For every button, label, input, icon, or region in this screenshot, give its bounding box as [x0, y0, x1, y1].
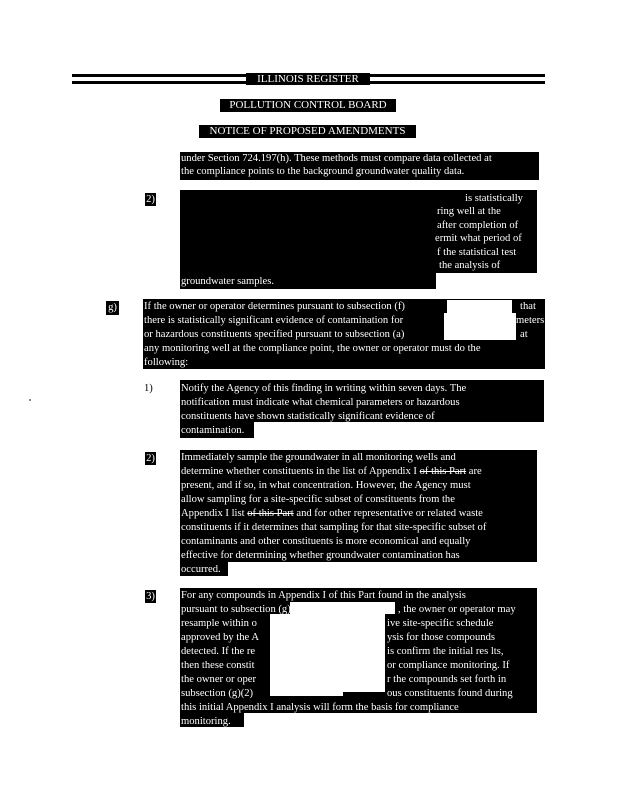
item-2-frag-4: ermit what period of — [435, 233, 522, 244]
item-2-frag-6: the analysis of — [439, 260, 501, 271]
section-g-frag-meters: meters — [516, 315, 545, 326]
item-1-line-1: Notify the Agency of this finding in writing within seven days. The — [181, 383, 467, 394]
register-title: ILLINOIS REGISTER — [246, 73, 370, 85]
item-3-line-4: approved by the A — [181, 632, 259, 643]
item-2b-line-5-strike: of this Part — [247, 508, 294, 519]
item-3-right-4: is confirm the initial res lts, — [387, 646, 504, 657]
item-1-marker: 1) — [144, 383, 153, 394]
item-2b-line-5-post: and for other representative or related waste — [293, 508, 483, 519]
item-3-marker: 3) — [146, 591, 155, 602]
intro-line-2: the compliance points to the background groundwater quality data. — [181, 166, 465, 177]
item-3-line-5: detected. If the re — [181, 646, 256, 657]
item-2b-line-8: effective for determining whether groundwater contamination has — [181, 550, 460, 561]
item-3-right-6: r the compounds set forth in — [387, 674, 507, 685]
item-3-line-10: monitoring. — [181, 716, 231, 727]
item-1-line-4: contamination. — [181, 425, 245, 436]
item-2-frag-1: is statistically — [465, 193, 523, 204]
item-3-line-2: pursuant to subsection (g)(2) — [181, 604, 304, 615]
section-g-line-5: following: — [144, 357, 189, 368]
item-2-frag-3: after completion of — [437, 220, 519, 231]
item-2-marker: 2) — [146, 194, 155, 205]
section-g-frag-at: at — [520, 329, 528, 340]
item-2b-line-5 — [181, 507, 483, 520]
item-2b-line-6: constituents if it determines that sampling for that site-specific subset of — [181, 522, 487, 533]
item-2b-line-2-strike: of this Part — [419, 466, 467, 477]
item-3-line-6: then these constit — [181, 660, 255, 671]
board-title: POLLUTION CONTROL BOARD — [220, 99, 396, 112]
section-g-redaction-1 — [447, 300, 512, 313]
section-g-line-1: If the owner or operator determines pursuant to subsection (f) — [144, 301, 405, 312]
section-g-line-3: or hazardous constituents specified pursuant to subsection (a) — [144, 329, 405, 340]
item-3-line-1: For any compounds in Appendix I of this Part found in the analysis — [181, 590, 466, 601]
section-g-frag-that: that — [520, 301, 536, 312]
scan-speck — [29, 399, 31, 401]
item-3-right-7: ous constituents found during — [387, 688, 513, 699]
item-3-line-8: subsection (g)(2) — [181, 688, 254, 699]
item-3-right-1: , the owner or operator may — [398, 604, 516, 615]
item-1-line-3: constituents have shown statistically significant evidence of — [181, 411, 435, 422]
item-3-line-9: this initial Appendix I analysis will form the basis for compliance — [181, 702, 459, 713]
item-2b-marker: 2) — [146, 453, 155, 464]
item-3-redaction-bottom — [270, 688, 343, 696]
item-2-last-line: groundwater samples. — [181, 276, 274, 287]
item-2-frag-2: ring well at the — [437, 206, 501, 217]
item-3-redaction-top — [290, 602, 395, 614]
item-2b-line-7: contaminants and other constituents is more economical and equally — [181, 536, 471, 547]
item-2b-line-2-pre: determine whether constituents in the list of Appendix I — [181, 466, 420, 477]
item-2-frag-5: f the statistical test — [437, 247, 517, 258]
item-1-line-2: notification must indicate what chemical parameters or hazardous — [181, 397, 460, 408]
section-g-line-2: there is statistically significant evidence of contamination for — [144, 315, 404, 326]
item-3-right-5: or compliance monitoring. If — [387, 660, 510, 671]
item-3-right-3: ysis for those compounds — [387, 632, 495, 643]
section-g-redaction-2 — [444, 313, 516, 340]
item-2b-line-5-pre: Appendix I list — [181, 508, 248, 519]
notice-title: NOTICE OF PROPOSED AMENDMENTS — [199, 125, 416, 138]
item-2b-line-9: occurred. — [181, 564, 221, 575]
item-2b-line-1: Immediately sample the groundwater in all monitoring wells and — [181, 452, 456, 463]
item-3-line-3: resample within o — [181, 618, 257, 629]
section-g-marker: g) — [106, 301, 119, 315]
item-3-line-7: the owner or oper — [181, 674, 257, 685]
section-g-line-4: any monitoring well at the compliance point, the owner or operator must do the — [144, 343, 481, 354]
item-2b-line-3: present, and if so, in what concentration. However, the Agency must — [181, 480, 471, 491]
item-3-redaction — [270, 614, 385, 692]
item-2b-line-2 — [181, 465, 482, 478]
item-3-right-2: ive site-specific schedule — [387, 618, 494, 629]
intro-line-1: under Section 724.197(h). These methods must compare data collected at — [181, 153, 492, 164]
item-2b-line-4: allow sampling for a site-specific subset of constituents from the — [181, 494, 455, 505]
item-2b-line-2-post: are — [466, 466, 482, 477]
